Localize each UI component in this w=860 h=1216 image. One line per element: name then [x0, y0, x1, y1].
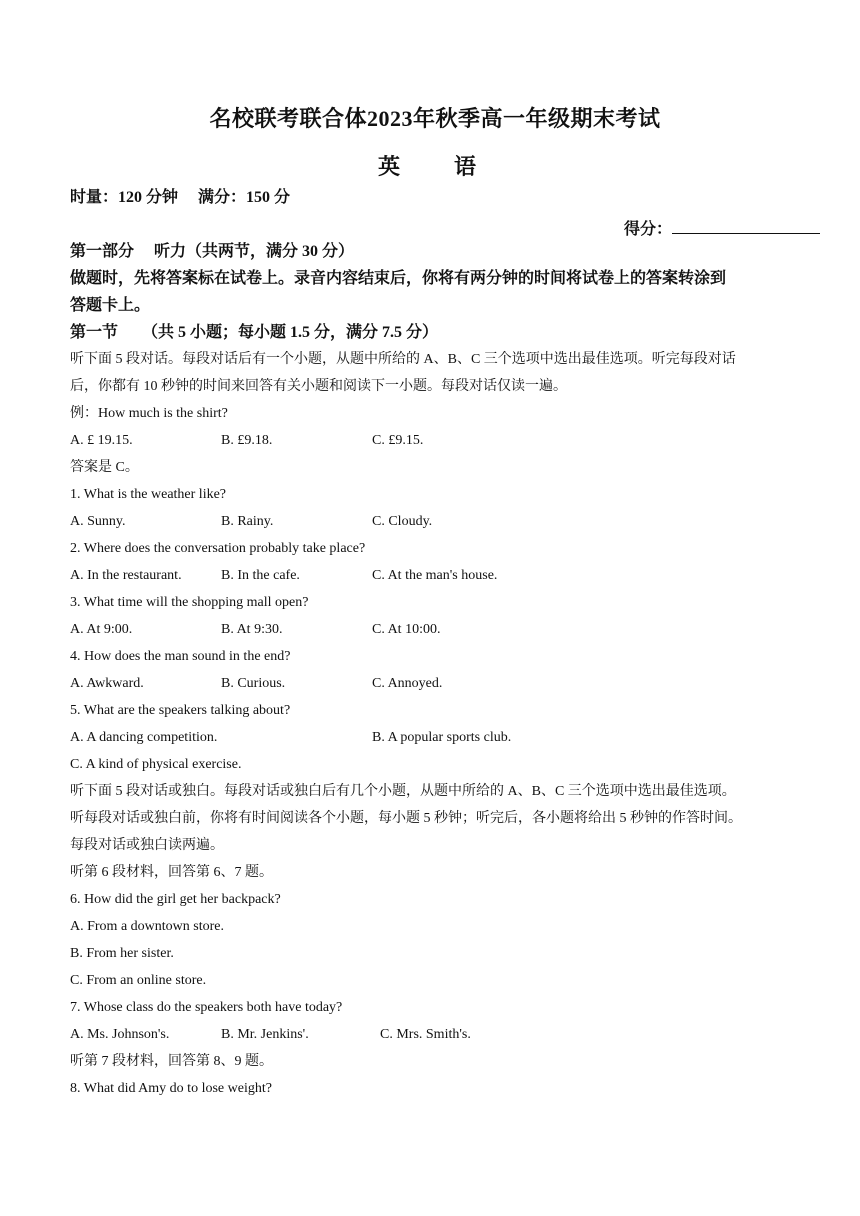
q1-option-a: A. Sunny. [70, 514, 126, 529]
q4-option-b: B. Curious. [221, 676, 286, 691]
q1-option-b: B. Rainy. [221, 514, 274, 529]
q6-option-a: A. From a downtown store. [70, 919, 224, 934]
q4-option-c: C. Annoyed. [372, 676, 443, 691]
subject-title: 英 语 [377, 154, 492, 179]
q7-option-b: B. Mr. Jenkins'. [221, 1027, 309, 1042]
score-blank [672, 217, 820, 234]
exam-title: 名校联考联合体2023年秋季高一年级期末考试 [209, 106, 661, 131]
part1-instruction-line1: 做题时，先将答案标在试卷上。录音内容结束后，你将有两分钟的时间将试卷上的答案转涂到 [70, 270, 727, 287]
question-5: 5. What are the speakers talking about? [70, 703, 291, 718]
section2-text-line2: 听每段对话或独白前，你将有时间阅读各个小题，每小题 5 秒钟；听完后，各小题将给出 5 秒钟的作答时间。 [70, 811, 742, 826]
section2-text-line1: 听下面 5 段对话或独白。每段对话或独白后有几个小题，从题中所给的 A、B、C 三个选项中选出最佳选项。 [70, 784, 736, 799]
q2-option-c: C. At the man's house. [372, 568, 498, 583]
q3-option-c: C. At 10:00. [372, 622, 441, 637]
q5-option-a: A. A dancing competition. [70, 730, 218, 745]
section1-heading: 第一节 （共 5 小题；每小题 1.5 分，满分 7.5 分） [70, 324, 439, 341]
q2-option-b: B. In the cafe. [221, 568, 300, 583]
question-7: 7. Whose class do the speakers both have today? [70, 1000, 343, 1015]
q3-option-b: B. At 9:30. [221, 622, 283, 637]
q1-option-c: C. Cloudy. [372, 514, 433, 529]
question-8: 8. What did Amy do to lose weight? [70, 1081, 272, 1096]
example-question: 例：How much is the shirt? [70, 406, 228, 421]
question-1: 1. What is the weather like? [70, 487, 227, 502]
score-label: 得分： [623, 221, 672, 238]
material-7-heading: 听第 7 段材料，回答第 8、9 题。 [70, 1054, 273, 1069]
q6-option-c: C. From an online store. [70, 973, 207, 988]
material-6-heading: 听第 6 段材料，回答第 6、7 题。 [70, 865, 273, 880]
q7-option-c: C. Mrs. Smith's. [380, 1027, 471, 1042]
section1-text-line2: 后，你都有 10 秒钟的时间来回答有关小题和阅读下一小题。每段对话仅读一遍。 [70, 379, 567, 394]
section1-text-line1: 听下面 5 段对话。每段对话后有一个小题，从题中所给的 A、B、C 三个选项中选出最佳选项。听完每段对话 [70, 352, 736, 367]
part1-instruction-line2: 答题卡上。 [70, 297, 151, 314]
q5-option-c: C. A kind of physical exercise. [70, 757, 242, 772]
question-3: 3. What time will the shopping mall open? [70, 595, 309, 610]
question-4: 4. How does the man sound in the end? [70, 649, 291, 664]
q5-option-b: B. A popular sports club. [372, 730, 512, 745]
example-answer: 答案是 C。 [70, 460, 139, 475]
part1-heading: 第一部分 听力（共两节，满分 30 分） [70, 243, 355, 260]
example-option-c: C. £9.15. [372, 433, 424, 448]
example-option-a: A. £ 19.15. [70, 433, 133, 448]
score-field [624, 216, 820, 239]
q6-option-b: B. From her sister. [70, 946, 174, 961]
section2-text-line3: 每段对话或独白读两遍。 [70, 838, 224, 853]
q2-option-a: A. In the restaurant. [70, 568, 182, 583]
q7-option-a: A. Ms. Johnson's. [70, 1027, 170, 1042]
time-info: 时量：120 分钟 满分：150 分 [70, 189, 291, 206]
q3-option-a: A. At 9:00. [70, 622, 133, 637]
q4-option-a: A. Awkward. [70, 676, 144, 691]
example-option-b: B. £9.18. [221, 433, 273, 448]
question-2: 2. Where does the conversation probably take place? [70, 541, 366, 556]
question-6: 6. How did the girl get her backpack? [70, 892, 281, 907]
